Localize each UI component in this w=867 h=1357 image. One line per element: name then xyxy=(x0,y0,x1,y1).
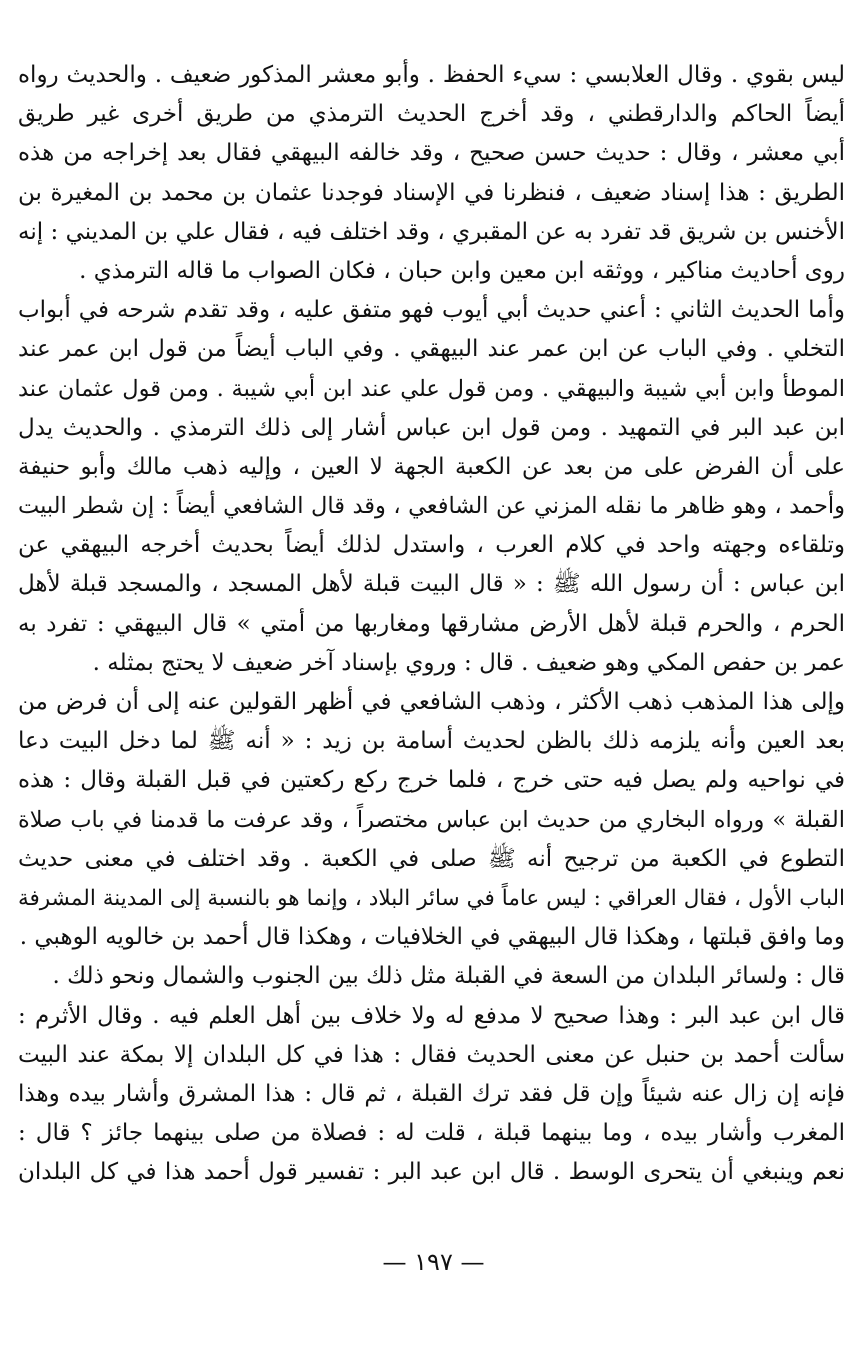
text-line: المغرب وأشار بيده ، وما بينهما قبلة ، قلت له : فصلاة من صلى بينهما جائز ؟ قال : xyxy=(18,1120,845,1147)
text-line: الطريق : هذا إسناد ضعيف ، فنظرنا في الإسناد فوجدنا عثمان بن محمد بن المغيرة بن xyxy=(18,179,845,206)
text-line: بعد العين وأنه يلزمه ذلك بالظن لحديث أسامة بن زيد : « أنه ﷺ لما دخل البيت دعا xyxy=(18,728,845,755)
text-line: أبي معشر ، وقال : حديث حسن صحيح ، وقد خالفه البيهقي فقال بعد إخراجه من هذه xyxy=(18,140,845,167)
text-line: وتلقاءه وجهته واحد في كلام العرب ، واستدل لذلك أيضاً بحديث أخرجه البيهقي عن xyxy=(18,532,845,559)
text-line: ابن عباس : أن رسول الله ﷺ : « قال البيت قبلة لأهل المسجد ، والمسجد قبلة لأهل xyxy=(18,571,845,598)
text-line: وأحمد ، وهو ظاهر ما نقله المزني عن الشافعي ، وقد قال الشافعي أيضاً : إن شطر البيت xyxy=(18,493,845,520)
text-line: الباب الأول ، فقال العراقي : ليس عاماً في سائر البلاد ، وإنما هو بالنسبة إلى المدينة المشرفة xyxy=(18,885,845,911)
text-line: ليس بقوي . وقال العلابسي : سيء الحفظ . وأبو معشر المذكور ضعيف . والحديث رواه xyxy=(18,62,845,88)
text-line: وما وافق قبلتها ، وهكذا قال البيهقي في الخلافيات ، وهكذا قال أحمد بن خالويه الوهبي . xyxy=(19,924,845,951)
text-line: نعم وينبغي أن يتحرى الوسط . قال ابن عبد البر : تفسير قول أحمد هذا في كل البلدان xyxy=(18,1159,845,1186)
text-line: سألت أحمد بن حنبل عن معنى الحديث فقال : هذا في كل البلدان إلا بمكة عند البيت xyxy=(18,1041,845,1068)
body-text xyxy=(18,56,845,1192)
text-line: ابن عبد البر في التمهيد . ومن قول ابن عباس أشار إلى ذلك الترمذي . والحديث يدل xyxy=(18,414,845,441)
text-line: قال : ولسائر البلدان من السعة في القبلة مثل ذلك بين الجنوب والشمال ونحو ذلك . xyxy=(52,963,845,990)
text-line: الأخنس بن شريق قد تفرد به عن المقبري ، وقد اختلف فيه ، فقال علي بن المديني : إنه xyxy=(18,218,845,245)
text-line: روى أحاديث مناكير ، ووثقه ابن معين وابن حبان ، فكان الصواب ما قاله الترمذي . xyxy=(79,257,845,284)
text-line: وأما الحديث الثاني : أعني حديث أبي أيوب فهو متفق عليه ، وقد تقدم شرحه في أبواب xyxy=(18,297,845,324)
text-line: الحرم ، والحرم قبلة لأهل الأرض مشارقها ومغاربها من أمتي » قال البيهقي : تفرد به xyxy=(18,610,845,637)
text-line: التخلي . وفي الباب عن ابن عمر عند البيهقي . وفي الباب أيضاً من قول ابن عمر عند xyxy=(18,336,845,363)
text-line: الموطأ وابن أبي شيبة والبيهقي . ومن قول علي عند ابن أبي شيبة . ومن قول عثمان عند xyxy=(18,375,845,402)
page-number: — ١٩٧ — xyxy=(382,1248,485,1276)
text-line: القبلة » ورواه البخاري من حديث ابن عباس مختصراً ، وقد عرفت ما قدمنا في باب صلاة xyxy=(18,806,845,833)
text-line: أيضاً الحاكم والدارقطني ، وقد أخرج الحديث الترمذي من طريق أخرى غير طريق xyxy=(18,101,845,128)
text-line: قال ابن عبد البر : وهذا صحيح لا مدفع له ولا خلاف بين أهل العلم فيه . وقال الأثرم : xyxy=(18,1002,845,1029)
text-line: على أن الفرض على من بعد عن الكعبة الجهة لا العين ، وإليه ذهب مالك وأبو حنيفة xyxy=(18,453,845,480)
text-line: عمر بن حفص المكي وهو ضعيف . قال : وروي بإسناد آخر ضعيف لا يحتج بمثله . xyxy=(92,649,845,676)
text-line: فإنه إن زال عنه شيئاً وإن قل فقد ترك القبلة ، ثم قال : هذا المشرق وأشار بيده وهذا xyxy=(18,1080,845,1107)
text-line: في نواحيه ولم يصل فيه حتى خرج ، فلما خرج ركع ركعتين في قبل القبلة وقال : هذه xyxy=(18,767,845,794)
text-line: التطوع في الكعبة من ترجيح أنه ﷺ صلى في الكعبة . وقد اختلف في معنى حديث xyxy=(18,845,845,872)
text-line: وإلى هذا المذهب ذهب الأكثر ، وذهب الشافعي في أظهر القولين عنه إلى أن فرض من xyxy=(18,689,845,715)
